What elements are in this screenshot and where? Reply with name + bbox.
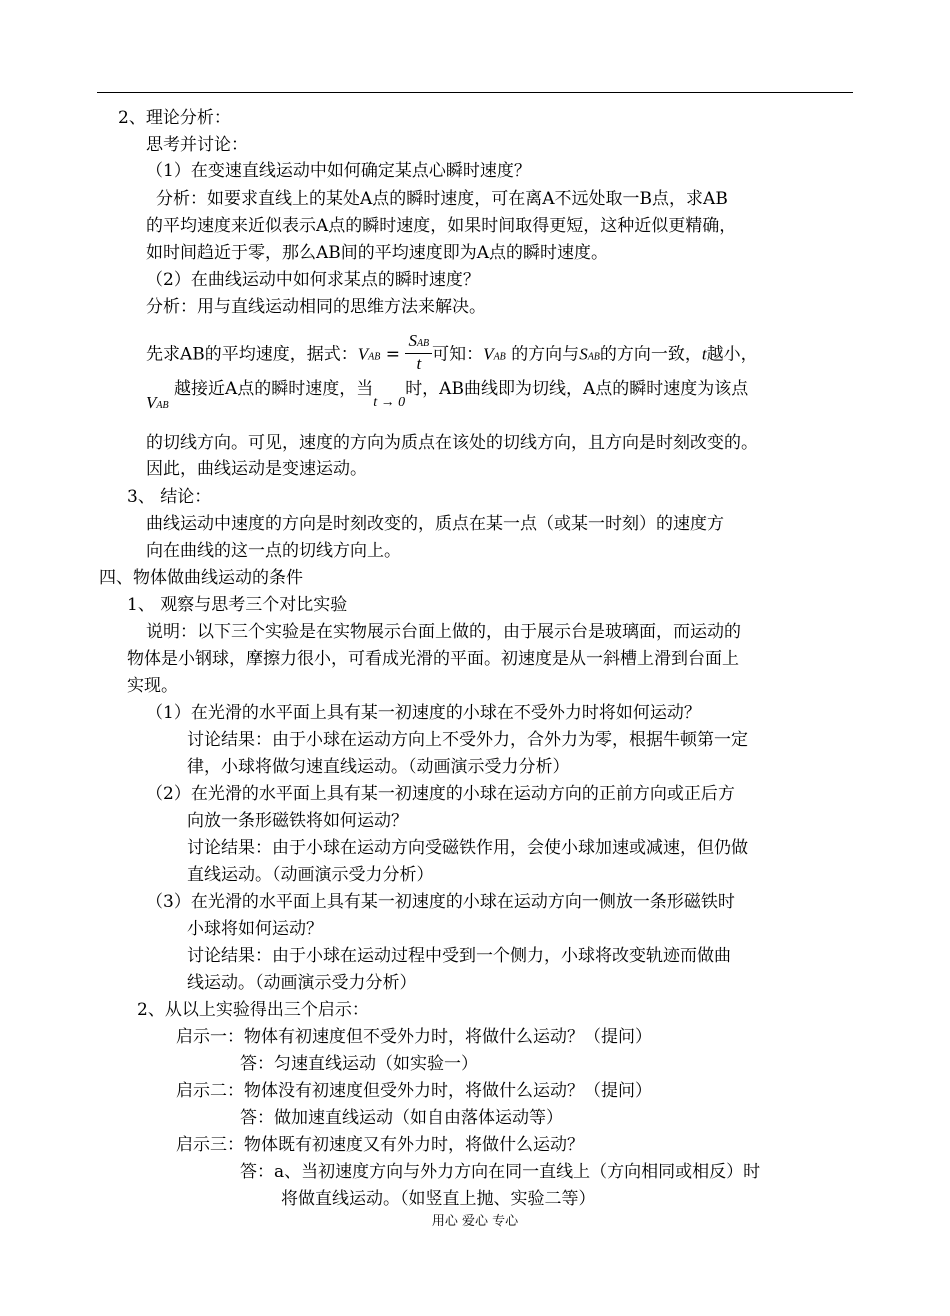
insight-3-answer-2: 将做直线运动。（如竖直上抛、实验二等） xyxy=(281,1189,596,1209)
experiment-3-result-1: 讨论结果：由于小球在运动过程中受到一个侧力，小球将改变轨迹而做曲 xyxy=(187,946,731,966)
velocity-symbol-2: V xyxy=(483,344,494,364)
velocity-symbol: V xyxy=(357,344,369,364)
analysis-1-line-2: 的平均速度来近似表示A点的瞬时速度，如果时间取得更短，这种近似更精确， xyxy=(146,216,737,236)
analysis-2: 分析：用与直线运动相同的思维方法来解决。 xyxy=(146,297,486,317)
formula-intro: 先求AB的平均速度，据式： xyxy=(146,344,358,365)
insight-1-answer: 答：匀速直线运动（如实验一） xyxy=(240,1054,478,1074)
experiment-1-question: （1）在光滑的水平面上具有某一初速度的小球在不受外力时将如何运动？ xyxy=(146,703,701,723)
velocity-symbol-3: V xyxy=(146,393,157,412)
conclusion-line-2: 向在曲线的这一点的切线方向上。 xyxy=(146,541,401,561)
insight-1: 启示一：物体有初速度但不受外力时，将做什么运动？（提问） xyxy=(176,1027,652,1047)
experiment-1-result-2: 律，小球将做匀速直线运动。（动画演示受力分析） xyxy=(187,757,570,777)
note-line-1: 说明：以下三个实验是在实物展示台面上做的，由于展示台是玻璃面，而运动的 xyxy=(146,622,741,642)
fraction xyxy=(405,332,432,374)
formula-text-e: 越小， xyxy=(706,344,758,365)
question-1: （1）在变速直线运动中如何确定某点心瞬时速度？ xyxy=(146,161,531,181)
section-conclusion-heading: 3、 结论： xyxy=(127,487,212,507)
insight-3-answer-1: 答：a、当初速度方向与外力方向在同一直线上（方向相同或相反）时 xyxy=(240,1162,761,1182)
analysis-1-line-1: 分析：如要求直线上的某处A点的瞬时速度，可在离A不远处取一B点，求AB xyxy=(156,189,728,209)
insight-2-answer: 答：做加速直线运动（如自由落体运动等） xyxy=(240,1108,563,1128)
velocity-subscript-2: AB xyxy=(493,351,506,363)
experiment-1-result-1: 讨论结果：由于小球在运动方向上不受外力，合外力为零，根据牛顿第一定 xyxy=(187,730,748,750)
question-2: （2）在曲线运动中如何求某点的瞬时速度？ xyxy=(146,270,480,290)
experiment-3-question-2: 小球将如何运动？ xyxy=(187,919,323,939)
conclusion-text-2: 因此，曲线运动是变速运动。 xyxy=(146,459,367,479)
note-line-2: 物体是小钢球，摩擦力很小，可看成光滑的平面。初速度是从一斜槽上滑到台面上 xyxy=(127,649,739,669)
conclusion-text-1: 的切线方向。可见，速度的方向为质点在该处的切线方向，且方向是时刻改变的。 xyxy=(146,433,758,453)
experiment-2-result-1: 讨论结果：由于小球在运动方向受磁铁作用，会使小球加速或减速，但仍做 xyxy=(187,838,748,858)
header-rule xyxy=(97,92,853,93)
limit-text-b: 时，AB曲线即为切线，A点的瞬时速度为该点 xyxy=(405,379,749,399)
displacement-symbol-2: S xyxy=(579,344,588,364)
subsection-insights-heading: 2、从以上实验得出三个启示： xyxy=(137,1000,369,1020)
displacement-subscript-2: AB xyxy=(587,351,600,363)
displacement-subscript: AB xyxy=(416,338,430,349)
displacement-symbol: S xyxy=(408,331,417,350)
experiment-2-question-1: （2）在光滑的水平面上具有某一初速度的小球在运动方向的正前方向或正后方 xyxy=(146,784,735,804)
section-theory-heading: 2、理论分析： xyxy=(118,108,231,128)
insight-2: 启示二：物体没有初速度但受外力时，将做什么运动？（提问） xyxy=(176,1081,652,1101)
formula-line xyxy=(146,331,758,374)
formula-text-d: 的方向一致， xyxy=(599,344,702,365)
equals-sign: = xyxy=(385,344,401,365)
conclusion-line-1: 曲线运动中速度的方向是时刻改变的，质点在某一点（或某一时刻）的速度方 xyxy=(146,514,724,534)
think-discuss-label: 思考并讨论： xyxy=(146,135,248,155)
formula-text-b: 可知： xyxy=(432,344,484,365)
note-line-3: 实现。 xyxy=(127,676,178,696)
page-footer: 用心 爱心 专心 xyxy=(431,1214,519,1229)
velocity-subscript-3: AB xyxy=(156,400,169,411)
experiment-3-result-2: 线运动。（动画演示受力分析） xyxy=(187,973,417,993)
insight-3: 启示三：物体既有初速度又有外力时，将做什么运动？ xyxy=(176,1135,584,1155)
limit-line xyxy=(146,376,748,416)
experiment-2-question-2: 向放一条形磁铁将如何运动？ xyxy=(187,811,408,831)
limit-expression: t → 0 xyxy=(373,395,406,410)
experiment-3-question-1: （3）在光滑的水平面上具有某一初速度的小球在运动方向一侧放一条形磁铁时 xyxy=(146,892,735,912)
formula-text-c: 的方向与 xyxy=(511,344,580,365)
time-symbol-2: t xyxy=(701,344,707,364)
velocity-subscript: AB xyxy=(368,351,381,363)
time-symbol: t xyxy=(416,354,422,373)
section-four-heading: 四、物体做曲线运动的条件 xyxy=(99,568,303,588)
limit-text-a: 越接近A点的瞬时速度，当 xyxy=(174,379,374,399)
analysis-1-line-3: 如时间趋近于零，那么AB间的平均速度即为A点的瞬时速度。 xyxy=(146,243,609,263)
experiment-2-result-2: 直线运动。（动画演示受力分析） xyxy=(187,865,434,885)
subsection-observe-heading: 1、 观察与思考三个对比实验 xyxy=(127,595,348,615)
